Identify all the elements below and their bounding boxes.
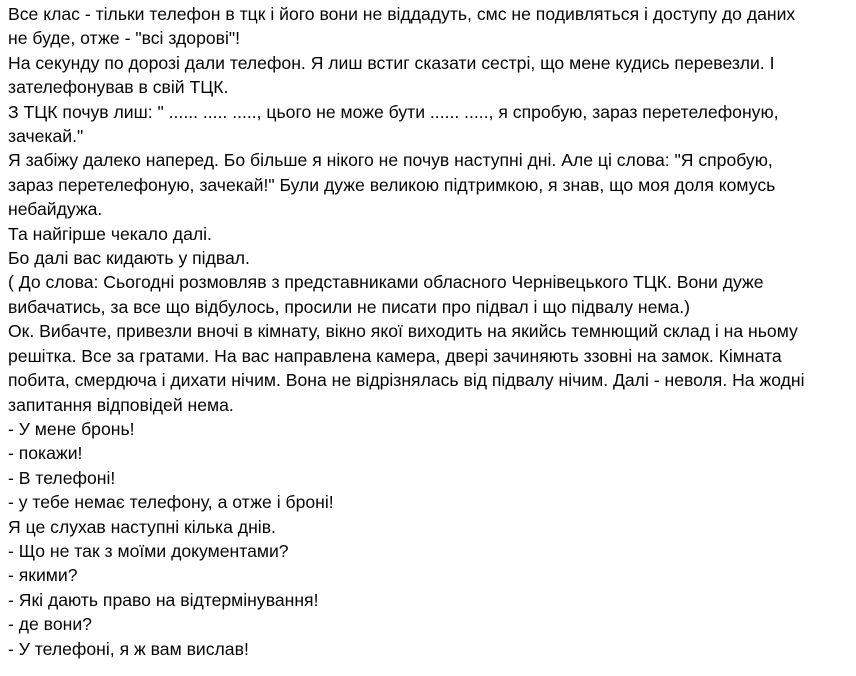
post-line-26: - де вони? [8, 614, 92, 635]
post-line-10: Та найгірше чекало далі. [8, 223, 212, 244]
post-line-27: - У телефоні, я ж вам вислав! [8, 638, 249, 659]
post-line-20: - В телефоні! [8, 467, 116, 488]
post-line-13: вибачатись, за все що відбулось, просили не писати про підвал і що підвалу нема.) [8, 296, 691, 317]
post-line-8: зараз перетелефоную, зачекай!" Були дуже великою підтримкою, я знав, що моя доля комусь [8, 174, 776, 195]
post-line-3: На секунду по дорозі дали телефон. Я лиш встиг сказати сестрі, що мене кудись перевезли. І [8, 52, 775, 73]
post-line-15: решітка. Все за гратами. На вас направлена камера, двері зачиняють ззовні на замок. Кімната [8, 345, 782, 366]
post-line-23: - Що не так з моїми документами? [8, 540, 289, 561]
post-line-17: запитання відповідей нема. [8, 394, 234, 415]
post-line-24: - якими? [8, 565, 78, 586]
post-line-5: З ТЦК почув лиш: " ...... ..... ....., цього не може бути ...... ....., я спробую, зараз перетелефоную, [8, 101, 779, 122]
post-line-9: небайдужа. [8, 199, 103, 220]
post-line-16: побита, смердюча і дихати нічим. Вона не відрізнялась від підвалу нічим. Далі - неволя. На жодні [8, 370, 805, 391]
post-line-2: не буде, отже - "всі здорові"! [8, 28, 241, 49]
post-line-18: - У мене бронь! [8, 418, 135, 439]
post-line-11: Бо далі вас кидають у підвал. [8, 248, 250, 269]
post-line-1: Все клас - тільки телефон в тцк і його вони не віддадуть, смс не подивляться і доступу до даних [8, 4, 796, 24]
post-line-19: - покажи! [8, 443, 83, 464]
post-line-6: зачекай." [8, 126, 84, 147]
post-line-12: ( До слова: Сьогодні розмовляв з представниками обласного Чернівецького ТЦК. Вони дуже [8, 272, 764, 293]
post-line-4: зателефонував в свій ТЦК. [8, 77, 229, 98]
post-line-21: - у тебе немає телефону, а отже і броні! [8, 492, 334, 513]
post-line-14: Ок. Вибачте, привезли вночі в кімнату, вікно якої виходить на якийсь темнющий склад і на ньому [8, 321, 798, 342]
post-line-25: - Які дають право на відтермінування! [8, 589, 319, 610]
post-line-22: Я це слухав наступні кілька днів. [8, 516, 276, 537]
post-line-7: Я забіжу далеко наперед. Бо більше я нікого не почув наступні дні. Але ці слова: "Я спробую, [8, 150, 773, 171]
